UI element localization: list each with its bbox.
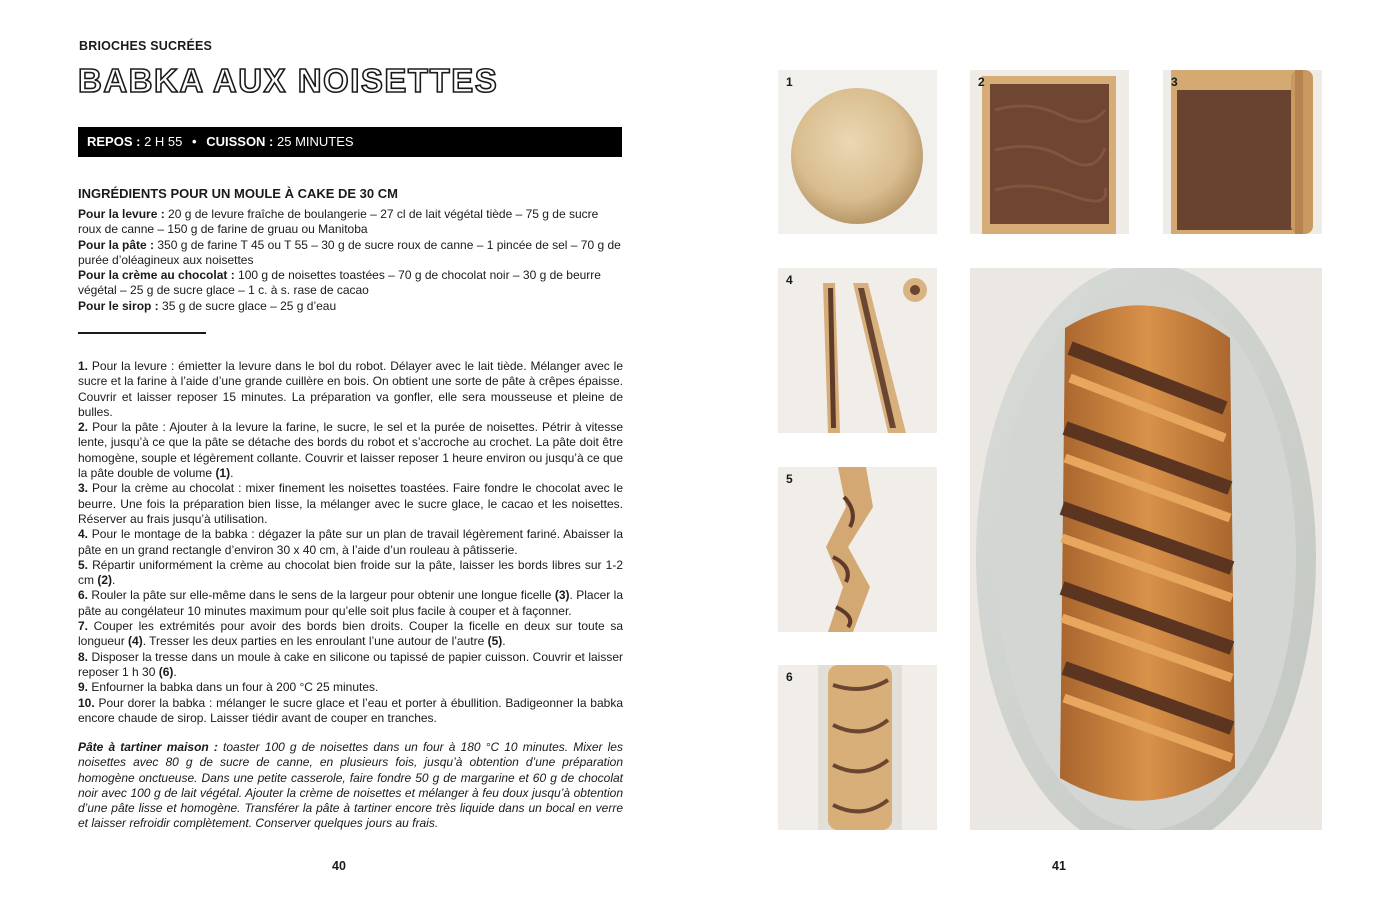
step-number: 7.	[78, 619, 89, 634]
ingredient-group-label: Pour la pâte :	[78, 237, 155, 252]
spread-dough-image	[970, 70, 1129, 234]
photo-step-label: 1	[786, 75, 793, 89]
page-number-left: 40	[332, 859, 346, 873]
tip-note	[78, 740, 623, 832]
photo-ref: (3)	[554, 588, 570, 603]
step-photo-2	[970, 70, 1129, 234]
step-number: 2.	[78, 420, 89, 435]
step-text: Pour le montage de la babka : dégazer la pâte sur un plan de travail légèrement fariné. Abaisser la pâte en un grand rectangle d’environ 30 x 40 cm, à l’aide d’un rouleau à pâtisserie.	[78, 527, 623, 557]
step-photo-1	[778, 70, 937, 234]
section-label: BRIOCHES SUCRÉES	[79, 39, 213, 53]
info-bar	[78, 127, 622, 157]
step-text-tail: .	[502, 634, 506, 649]
ingredient-group-text: 35 g de sucre glace – 25 g d’eau	[158, 298, 337, 313]
step-item	[78, 481, 623, 527]
ingredient-group-label: Pour la crème au chocolat :	[78, 268, 235, 283]
step-photo-5	[778, 467, 937, 632]
step-number: 1.	[78, 359, 89, 373]
step-number: 8.	[78, 649, 89, 664]
ingredient-group-label: Pour le sirop :	[78, 298, 159, 313]
tip-label: Pâte à tartiner maison :	[78, 740, 218, 754]
step-text: Rouler la pâte sur elle-même dans le sens de la largeur pour obtenir une longue ficelle	[88, 588, 555, 603]
step-text: Pour dorer la babka : mélanger le sucre glace et l’eau et porter à ébullition. Badigeonner la babka encore chaude de sirop. Laisser tiédir avant de couper en tranches.	[78, 695, 623, 725]
ingredients-list	[78, 207, 623, 314]
ingredient-group	[78, 238, 623, 269]
step-photo-6	[778, 665, 937, 830]
ingredient-group	[78, 207, 623, 238]
step-number: 9.	[78, 680, 89, 695]
divider	[78, 332, 206, 334]
rest-value: 2 H 55	[144, 134, 183, 149]
recipe-title: BABKA AUX NOISETTES	[78, 62, 499, 99]
ingredient-group-text: 350 g de farine T 45 ou T 55 – 30 g de sucre roux de canne – 1 pincée de sel – 70 g de purée d’oléagineux aux noisettes	[78, 237, 621, 267]
step-text: Disposer la tresse dans un moule à cake en silicone ou tapissé de papier cuisson. Couvrir et laisser reposer 1 h 30	[78, 649, 623, 679]
rolled-dough-image	[1163, 70, 1322, 234]
step-text-tail: . Tresser les deux parties en les enroulant l’une autour de l’autre	[142, 634, 488, 649]
ingredient-group-text: 100 g de noisettes toastées – 70 g de chocolat noir – 30 g de beurre végétal – 25 g de sucre glace – 1 c. à s. rase de cacao	[78, 268, 601, 298]
step-photo-4	[778, 268, 937, 433]
step-photo-3	[1163, 70, 1322, 234]
photo-ref: (2)	[97, 573, 113, 588]
photo-ref: (5)	[487, 634, 503, 649]
step-item	[78, 650, 623, 681]
page-number-right: 41	[1052, 859, 1066, 873]
step-number: 4.	[78, 527, 89, 542]
cook-value: 25 MINUTES	[277, 134, 354, 149]
step-text: Enfourner la babka dans un four à 200 °C 25 minutes.	[88, 680, 379, 695]
step-item	[78, 558, 623, 589]
cut-dough-image	[778, 268, 937, 433]
step-text-tail: .	[230, 466, 234, 481]
step-item	[78, 359, 623, 420]
ingredient-group	[78, 268, 623, 299]
step-item	[78, 696, 623, 727]
step-item	[78, 527, 623, 558]
ingredient-group-label: Pour la levure :	[78, 207, 165, 221]
step-text: Couper les extrémités pour avoir des bords bien droits. Couper la ficelle en deux sur toute sa longueur	[78, 619, 623, 649]
photo-ref: (6)	[158, 664, 174, 679]
step-number: 10.	[78, 695, 95, 710]
tip-text: toaster 100 g de noisettes dans un four à 180 °C 10 minutes. Mixer les noisettes avec 80 g de sucre de canne, en plusieurs fois, jusqu’à obtention d’une préparation homogène onctueuse. Dans une petite casserole, faire fondre 50 g de margarine et 60 g de chocolat noir avec 100 g de lait végétal. Ajouter la crème de noisettes et mélanger à feu doux jusqu’à obtention d’une pâte lisse et homogène. Transférer la pâte à tartiner encore très liquide dans un bocal en verre et laisser refroidir complètement. Conserver quelques jours au frais.	[78, 740, 623, 831]
babka-mould-image	[778, 665, 937, 830]
step-text: Pour la levure : émietter la levure dans le bol du robot. Délayer avec le lait tiède. Mélanger avec le sucre et la farine à l’aide d’une grande cuillère en bois. On obtient une sorte de pâte à crêpes épaisse. Couvrir et laisser reposer 15 minutes. La préparation va gonfler, elle sera mousseuse et pleine de bulles.	[78, 359, 623, 419]
step-item	[78, 420, 623, 481]
steps-list	[78, 359, 623, 726]
step-text-tail: .	[173, 664, 177, 679]
step-number: 3.	[78, 481, 89, 496]
final-babka-image	[970, 268, 1322, 830]
step-item	[78, 619, 623, 650]
ingredient-group-text: 20 g de levure fraîche de boulangerie – 27 cl de lait végétal tiède – 75 g de sucre roux de canne – 150 g de farine de gruau ou Manitoba	[78, 207, 599, 237]
step-text-tail: . Placer la pâte au congélateur 10 minutes maximum pour qu’elle soit plus facile à couper et à façonner.	[78, 588, 623, 618]
info-separator: •	[192, 134, 197, 149]
photo-ref: (1)	[215, 466, 231, 481]
step-text-tail: .	[112, 573, 116, 588]
final-babka-photo	[970, 268, 1322, 830]
step-number: 6.	[78, 588, 89, 603]
cook-label: CUISSON :	[206, 134, 274, 149]
dough-ball-image	[778, 70, 937, 234]
step-item	[78, 588, 623, 619]
ingredients-heading: INGRÉDIENTS POUR UN MOULE À CAKE DE 30 CM	[78, 186, 398, 201]
photo-ref: (4)	[128, 634, 143, 649]
step-text: Répartir uniformément la crème au chocolat bien froide sur la pâte, laisser les bords libres sur 1-2 cm	[78, 557, 623, 588]
photo-step-label: 5	[786, 472, 793, 486]
step-number: 5.	[78, 557, 89, 572]
photo-step-label: 3	[1171, 75, 1178, 89]
step-text: Pour la crème au chocolat : mixer finement les noisettes toastées. Faire fondre le chocolat avec le beurre. Une fois la préparation bien lisse, la mélanger avec le sucre glace, le cacao et les noisettes. Réserver au frais jusqu’à utilisation.	[78, 481, 623, 526]
ingredient-group	[78, 299, 623, 314]
photo-step-label: 6	[786, 670, 793, 684]
right-page	[700, 0, 1400, 900]
rest-label: REPOS :	[87, 134, 141, 149]
braid-image	[778, 467, 937, 632]
step-item	[78, 680, 623, 695]
step-text: Pour la pâte : Ajouter à la levure la farine, le sucre, le sel et la purée de noisettes. Pétrir à vitesse lente, jusqu’à ce que la pâte se détache des bords du robot et s’accroche au crochet. La pâte doit être homogène, souple et légèrement collante. Couvrir et laisser reposer 1 heure environ ou jusqu’à ce que la pâte double de volume	[78, 420, 623, 481]
photo-step-label: 4	[786, 273, 793, 287]
photo-step-label: 2	[978, 75, 985, 89]
